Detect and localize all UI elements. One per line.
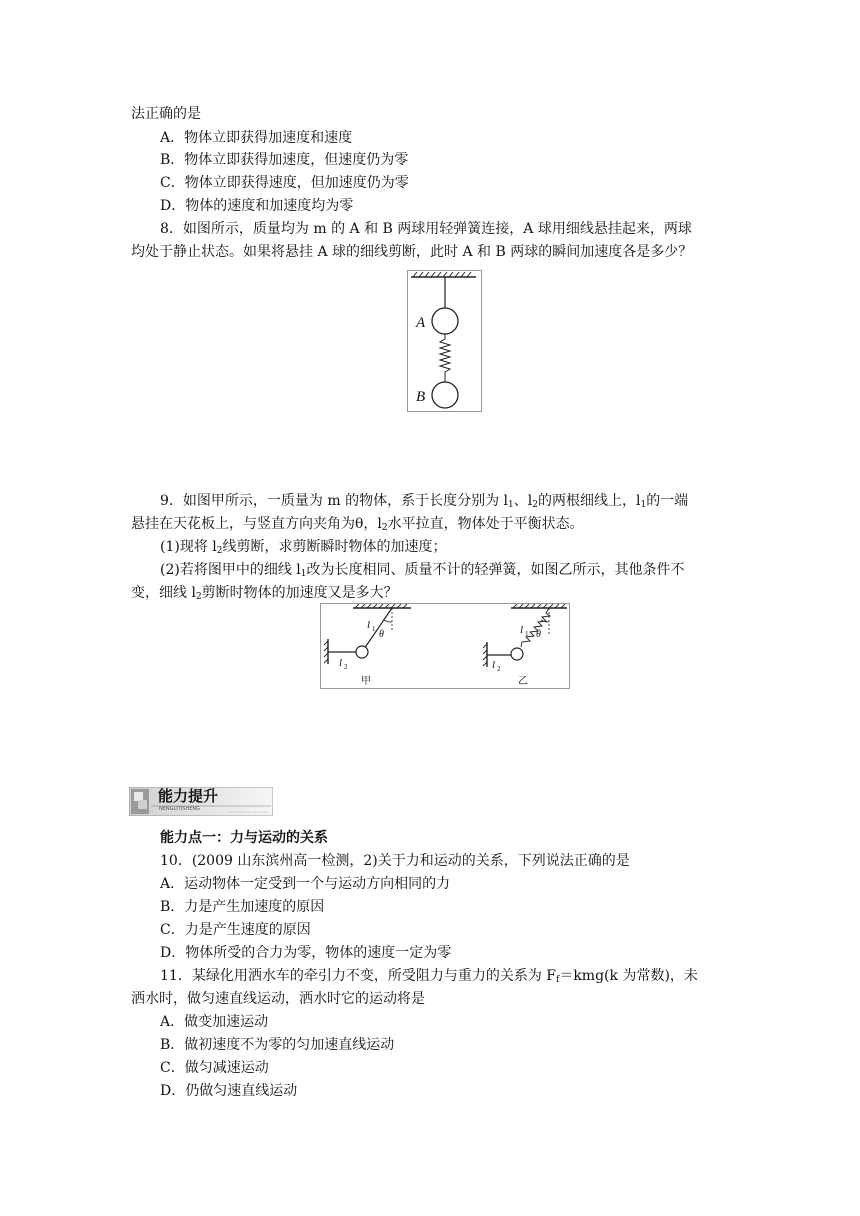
q11-stem-line1: 11．某绿化用洒水车的牵引力不变，所受阻力与重力的关系为 $F_f=kmg(k$ 为常数)，未 <box>160 968 698 985</box>
option-c: C．物体立即获得速度，但加速度仍为零 <box>160 175 409 191</box>
q10-option-d: D．物体所受的合力为零，物体的速度一定为零 <box>160 945 452 961</box>
q9-line2: 悬挂在天花板上，与竖直方向夹角为θ，$l_2$水平拉直，物体处于平衡状态。 <box>131 516 584 533</box>
q9-part3: 变，细线 $l_2$剪断时物体的加速度又是多大？ <box>131 585 398 602</box>
svg-text:l: l <box>367 619 371 631</box>
svg-text:2: 2 <box>344 663 348 671</box>
option-d: D．物体的速度和加速度均为零 <box>160 198 354 214</box>
ability-point-heading: 能力点一：力与运动的关系 <box>160 830 328 846</box>
svg-text:θ: θ <box>536 629 541 640</box>
svg-text:1: 1 <box>525 630 529 638</box>
svg-text:1: 1 <box>372 625 376 633</box>
q9-figure <box>320 603 570 689</box>
q10-option-a: A．运动物体一定受到一个与运动方向相同的力 <box>160 876 451 892</box>
label-a: A <box>416 315 426 331</box>
svg-text:θ: θ <box>379 629 384 640</box>
svg-text:l: l <box>492 659 496 671</box>
q11-stem-line2: 洒水时，做匀速直线运动，洒水时它的运动将是 <box>131 991 425 1007</box>
q11-option-b: B．做初速度不为零的匀加速直线运动 <box>160 1037 395 1053</box>
label-b: B <box>416 389 426 405</box>
q8-line1: 8．如图所示，质量均为 m 的 A 和 B 两球用轻弹簧连接，A 球用细线悬挂起来，两球 <box>160 221 692 237</box>
q10-stem: 10．(2009 山东滨州高一检测，2)关于力和运动的关系，下列说法正确的是 <box>160 853 630 869</box>
q8-figure <box>407 270 482 412</box>
caption-yi: 乙 <box>518 676 528 687</box>
q9-line1: 9．如图甲所示，一质量为 m 的物体，系于长度分别为 $l_1$、$l_2$的两根细线上，$l_1$的一端 <box>160 493 689 510</box>
question-tail: 法正确的是 <box>131 106 201 122</box>
q9-part2: (2)若将图甲中的细线 $l_1$改为长度相同、质量不计的轻弹簧，如图乙所示，其他条件不 <box>160 562 685 579</box>
q11-option-a: A．做变加速运动 <box>160 1014 269 1030</box>
option-b: B．物体立即获得加速度，但速度仍为零 <box>160 152 409 168</box>
q8-line2: 均处于静止状态。如果将悬挂 A 球的细线剪断，此时 A 和 B 两球的瞬间加速度各是多少？ <box>131 244 693 260</box>
section-banner <box>129 787 273 816</box>
svg-text:l: l <box>339 657 343 669</box>
section-pinyin: NENGLITISHENG <box>159 806 201 812</box>
caption-jia: 甲 <box>361 676 371 687</box>
q10-option-c: C．力是产生速度的原因 <box>160 922 311 938</box>
q10-option-b: B．力是产生加速度的原因 <box>160 899 325 915</box>
svg-text:l: l <box>520 624 524 636</box>
svg-text:2: 2 <box>497 665 501 673</box>
option-a: A．物体立即获得加速度和速度 <box>160 130 353 146</box>
q11-option-c: C．做匀减速运动 <box>160 1060 269 1076</box>
q11-option-d: D．仍做匀速直线运动 <box>160 1083 298 1099</box>
section-title: 能力提升 <box>158 787 219 805</box>
q9-part1: (1)现将 $l_2$线剪断，求剪断瞬时物体的加速度； <box>160 539 447 556</box>
